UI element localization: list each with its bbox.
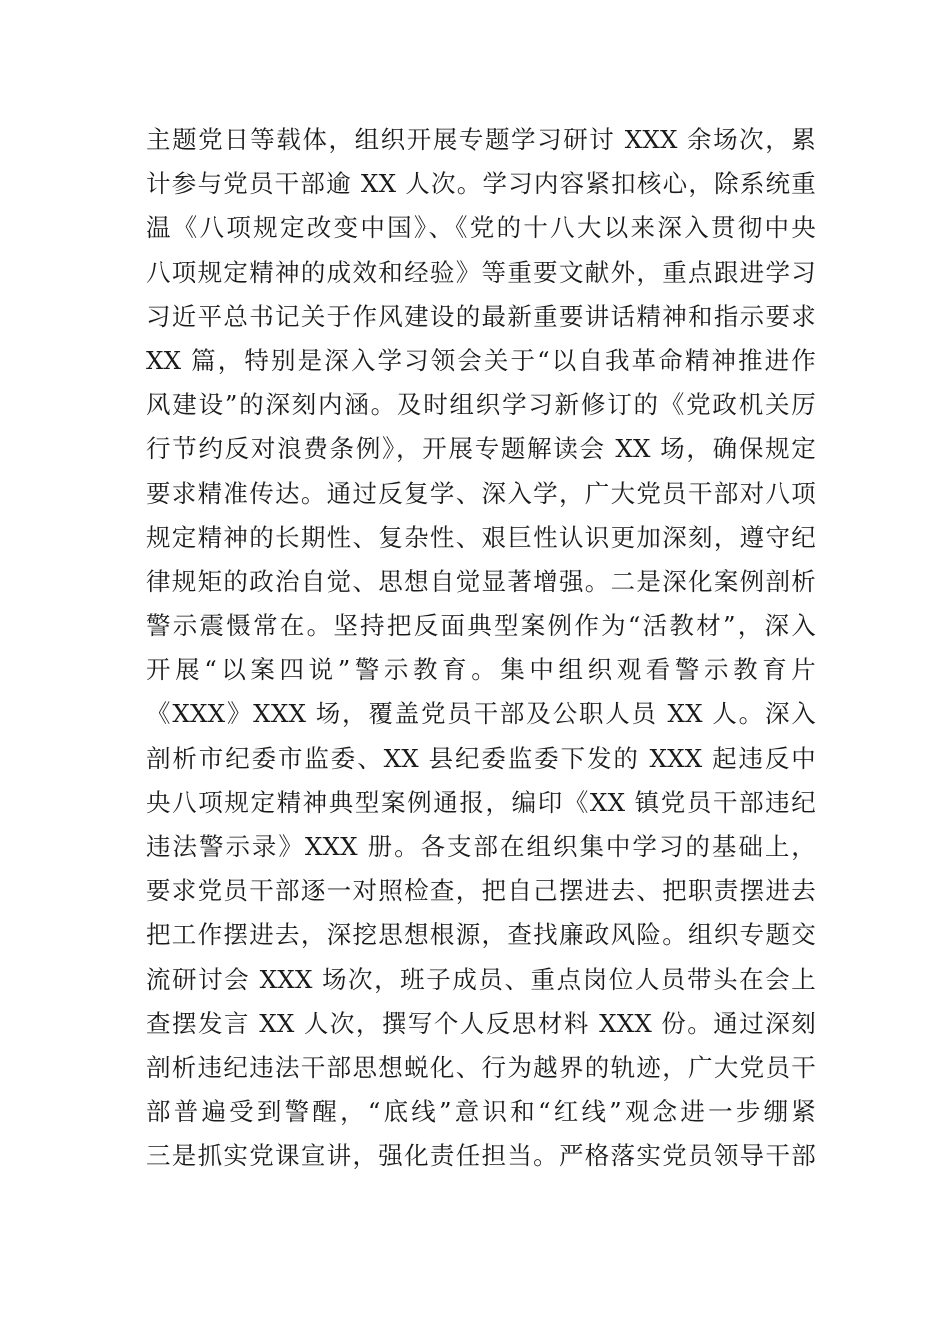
text-line-18: 要求党员干部逐一对照检查，把自己摆进去、把职责摆进去	[146, 876, 816, 906]
text-line-15: 剖析市纪委市监委、XX 县纪委监委下发的 XXX 起违反中	[146, 743, 816, 773]
text-line-16: 央八项规定精神典型案例通报，编印《XX 镇党员干部违纪	[146, 787, 816, 817]
text-line-21: 查摆发言 XX 人次，撰写个人反思材料 XXX 份。通过深刻	[146, 1008, 816, 1038]
text-line-24: 三是抓实党课宣讲，强化责任担当。严格落实党员领导干部	[146, 1141, 816, 1171]
text-line-9: 要求精准传达。通过反复学、深入学，广大党员干部对八项	[146, 478, 816, 508]
text-line-6: XX 篇，特别是深入学习领会关于“以自我革命精神推进作	[146, 345, 816, 375]
text-line-22: 剖析违纪违法干部思想蜕化、行为越界的轨迹，广大党员干	[146, 1052, 816, 1082]
text-line-17: 违法警示录》XXX 册。各支部在组织集中学习的基础上，	[146, 832, 816, 861]
text-line-4: 八项规定精神的成效和经验》等重要文献外，重点跟进学习	[146, 257, 816, 287]
text-line-23: 部普遍受到警醒，“底线”意识和“红线”观念进一步绷紧	[146, 1097, 816, 1127]
text-line-11: 律规矩的政治自觉、思想自觉显著增强。二是深化案例剖析	[146, 566, 816, 596]
text-line-7: 风建设”的深刻内涵。及时组织学习新修订的《党政机关厉	[146, 390, 816, 420]
text-line-1: 主题党日等载体，组织开展专题学习研讨 XXX 余场次，累	[146, 125, 816, 154]
text-line-10: 规定精神的长期性、复杂性、艰巨性认识更加深刻，遵守纪	[146, 522, 816, 552]
text-line-19: 把工作摆进去，深挖思想根源，查找廉政风险。组织专题交	[146, 920, 816, 950]
text-line-14: 《XXX》XXX 场，覆盖党员干部及公职人员 XX 人。深入	[146, 699, 816, 729]
body-text	[146, 118, 816, 1179]
text-line-2: 计参与党员干部逾 XX 人次。学习内容紧扣核心，除系统重	[146, 169, 816, 199]
text-line-13: 开展“以案四说”警示教育。集中组织观看警示教育片	[146, 655, 816, 685]
text-line-12: 警示震慑常在。坚持把反面典型案例作为“活教材”，深入	[146, 611, 816, 641]
text-line-20: 流研讨会 XXX 场次，班子成员、重点岗位人员带头在会上	[146, 964, 816, 994]
text-line-3: 温《八项规定改变中国》、《党的十八大以来深入贯彻中央	[146, 213, 816, 243]
text-line-5: 习近平总书记关于作风建设的最新重要讲话精神和指示要求	[146, 301, 816, 331]
text-line-8: 行节约反对浪费条例》，开展专题解读会 XX 场，确保规定	[146, 434, 816, 464]
